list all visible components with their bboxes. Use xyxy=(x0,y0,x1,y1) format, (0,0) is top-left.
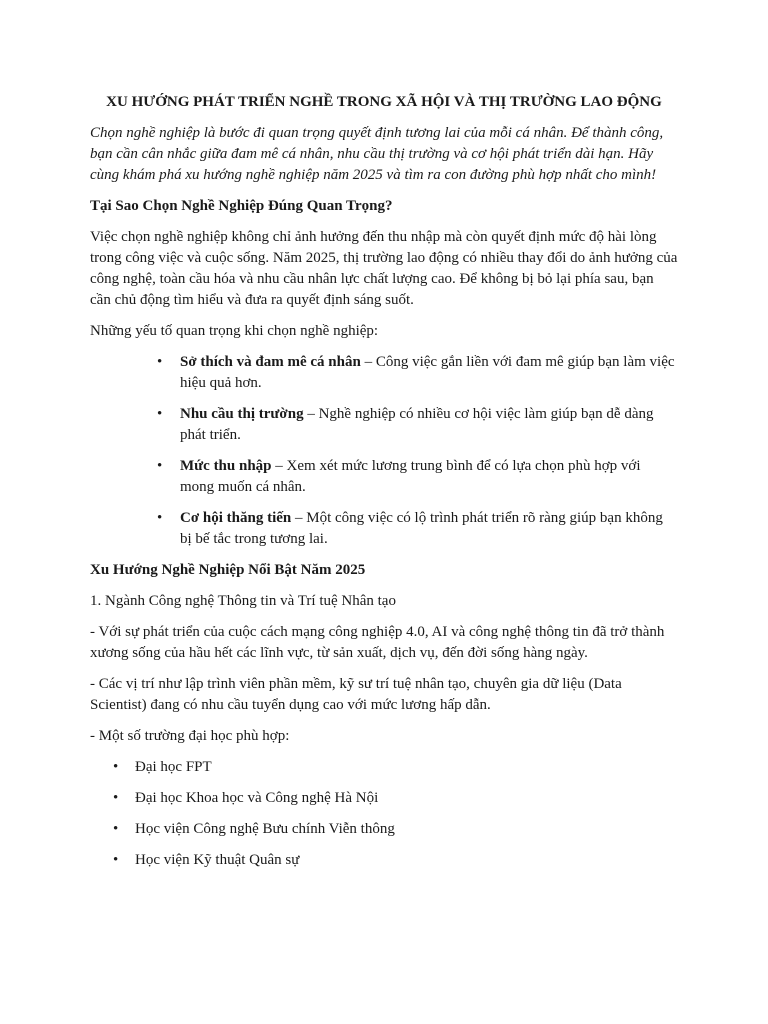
factors-list xyxy=(90,352,678,550)
bullet-icon: • xyxy=(113,759,119,775)
list-item xyxy=(157,508,678,550)
list-item xyxy=(113,850,678,871)
factor-desc: – Công việc gắn liền với đam mê giúp bạn làm việc hiệu quả hơn. xyxy=(180,354,675,391)
factor-desc: – Một công việc có lộ trình phát triển rõ ràng giúp bạn không bị bế tắc trong tương lai. xyxy=(180,510,663,547)
document-title: XU HƯỚNG PHÁT TRIỂN NGHỀ TRONG XÃ HỘI VÀ THỊ TRƯỜNG LAO ĐỘNG xyxy=(106,94,662,110)
factor-desc: – Nghề nghiệp có nhiều cơ hội việc làm giúp bạn dễ dàng phát triển. xyxy=(180,406,654,443)
bullet-icon: • xyxy=(113,821,119,837)
bullet-icon: • xyxy=(157,458,163,474)
bullet-icon: • xyxy=(113,790,119,806)
school-name: Học viện Kỹ thuật Quân sự xyxy=(135,852,300,868)
factor-desc: – Xem xét mức lương trung bình để có lựa chọn phù hợp với mong muốn cá nhân. xyxy=(180,458,641,495)
intro-paragraph: Chọn nghề nghiệp là bước đi quan trọng quyết định tương lai của mỗi cá nhân. Để thành công, bạn cần cân nhắc giữa đam mê cá nhân, nhu cầu thị trường và cơ hội phát triển dài hạn. Hãy cùng khám phá xu hướng nghề nghiệp năm 2025 và tìm ra con đường phù hợp nhất cho mình! xyxy=(90,125,664,183)
factors-list-intro: Những yếu tố quan trọng khi chọn nghề nghiệp: xyxy=(90,323,379,339)
school-name: Đại học Khoa học và Công nghệ Hà Nội xyxy=(135,790,379,806)
section-heading-trends: Xu Hướng Nghề Nghiệp Nổi Bật Năm 2025 xyxy=(90,562,366,578)
list-item xyxy=(157,352,678,394)
trend-paragraph-2: - Các vị trí như lập trình viên phần mềm, kỹ sư trí tuệ nhân tạo, chuyên gia dữ liệu (Data Scientist) đang có nhu cầu tuyển dụng cao với mức lương hấp dẫn. xyxy=(90,676,622,713)
list-item xyxy=(113,757,678,778)
trend-paragraph-3: - Một số trường đại học phù hợp: xyxy=(90,728,290,744)
bullet-icon: • xyxy=(157,354,163,370)
factor-term: Mức thu nhập xyxy=(180,458,272,474)
bullet-icon: • xyxy=(157,510,163,526)
bullet-icon: • xyxy=(157,406,163,422)
trend-paragraph-1: - Với sự phát triển của cuộc cách mạng công nghiệp 4.0, AI và công nghệ thông tin đã trở thành xương sống của hầu hết các lĩnh vực, từ sản xuất, dịch vụ, đến đời sống hàng ngày. xyxy=(90,624,665,661)
schools-list xyxy=(90,757,678,871)
list-item xyxy=(157,404,678,446)
factor-term: Cơ hội thăng tiến xyxy=(180,510,292,526)
list-item xyxy=(113,819,678,840)
section-paragraph-why: Việc chọn nghề nghiệp không chỉ ảnh hưởng đến thu nhập mà còn quyết định mức độ hài lòng trong công việc và cuộc sống. Năm 2025, thị trường lao động có nhiều thay đổi do ảnh hưởng của công nghệ, toàn cầu hóa và nhu cầu nhân lực chất lượng cao. Để không bị bỏ lại phía sau, bạn cần chủ động tìm hiểu và đưa ra quyết định sáng suốt. xyxy=(90,229,678,308)
school-name: Đại học FPT xyxy=(135,759,212,775)
list-item xyxy=(113,788,678,809)
school-name: Học viện Công nghệ Bưu chính Viễn thông xyxy=(135,821,395,837)
factor-term: Sở thích và đam mê cá nhân xyxy=(180,354,361,370)
factor-term: Nhu cầu thị trường xyxy=(180,406,304,422)
trend-item-title: 1. Ngành Công nghệ Thông tin và Trí tuệ Nhân tạo xyxy=(90,593,396,609)
bullet-icon: • xyxy=(113,852,119,868)
section-heading-why: Tại Sao Chọn Nghề Nghiệp Đúng Quan Trọng? xyxy=(90,198,393,214)
list-item xyxy=(157,456,678,498)
